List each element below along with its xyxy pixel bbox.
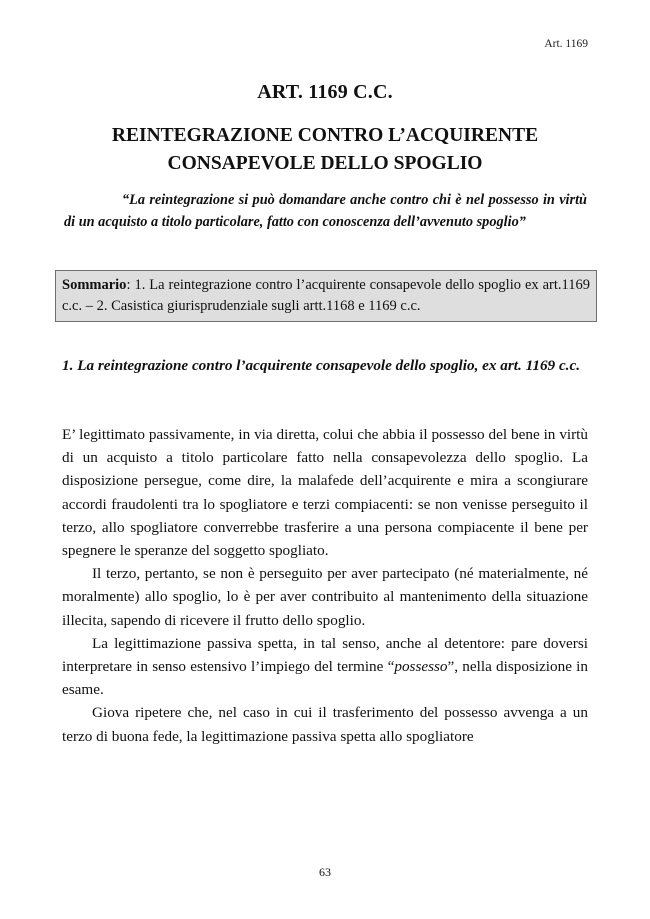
paragraph-1: E’ legittimato passivamente, in via diretta, colui che abbia il possesso del bene in virtù di un acquisto a titolo particolare fatto nella consapevolezza dello spoglio. La disposizione persegue, come dire, la malafede dell’acquirente e mira a scongiurare accordi fraudolenti tra lo spogliatore e terzi compiacenti: se non venisse perseguito il terzo, allo spogliatore converrebbe trasferire a una persona compiacente il bene per spegnere le speranze del soggetto spogliato. — [62, 426, 588, 560]
section-heading: 1. La reintegrazione contro l’acquirente consapevole dello spoglio, ex art. 1169 c.c. — [62, 357, 581, 374]
page-number: 63 — [319, 865, 331, 879]
article-subtitle: REINTEGRAZIONE CONTRO L’ACQUIRENTE CONSAPEVOLE DELLO SPOGLIO — [111, 125, 539, 174]
paragraph-4: Giova ripetere che, nel caso in cui il trasferimento del possesso avvenga a un terzo di buona fede, la legittimazione passiva spetta allo spogliatore — [62, 704, 588, 745]
paragraph-3-start: La legittimazione passiva spetta, in tal senso, anche al detentore: pare doversi interpretare in senso estensivo l’impiego del termine “ — [62, 634, 588, 676]
summary-text: : 1. La reintegrazione contro l’acquirente consapevole dello spoglio ex art.1169 c.c. – 2. Casistica giurisprudenziale sugli artt.1168 e 1169 c.c. — [62, 277, 590, 314]
body-text — [62, 423, 588, 748]
epigraph-quote — [64, 190, 587, 233]
epigraph-text: “La reintegrazione si può domandare anche contro chi è nel possesso in virtù di un acquisto a titolo particolare, fatto con conoscenza dell’avvenuto spoglio” — [64, 192, 587, 230]
summary-box — [55, 270, 597, 322]
paragraph-3 — [62, 632, 588, 702]
article-title: ART. 1169 C.C. — [257, 81, 393, 103]
summary-label: Sommario — [62, 277, 127, 293]
paragraph-3-end: ”, nella disposizione in esame. — [62, 658, 588, 699]
running-header: Art. 1169 — [544, 38, 588, 50]
paragraph-2: Il terzo, pertanto, se non è perseguito per aver partecipato (né materialmente, né moralmente) allo spoglio, lo è per aver contribuito al mantenimento della situazione illecita, sapendo di ricevere il frutto dello spoglio. — [62, 565, 588, 629]
possesso-term: possesso — [394, 658, 448, 676]
